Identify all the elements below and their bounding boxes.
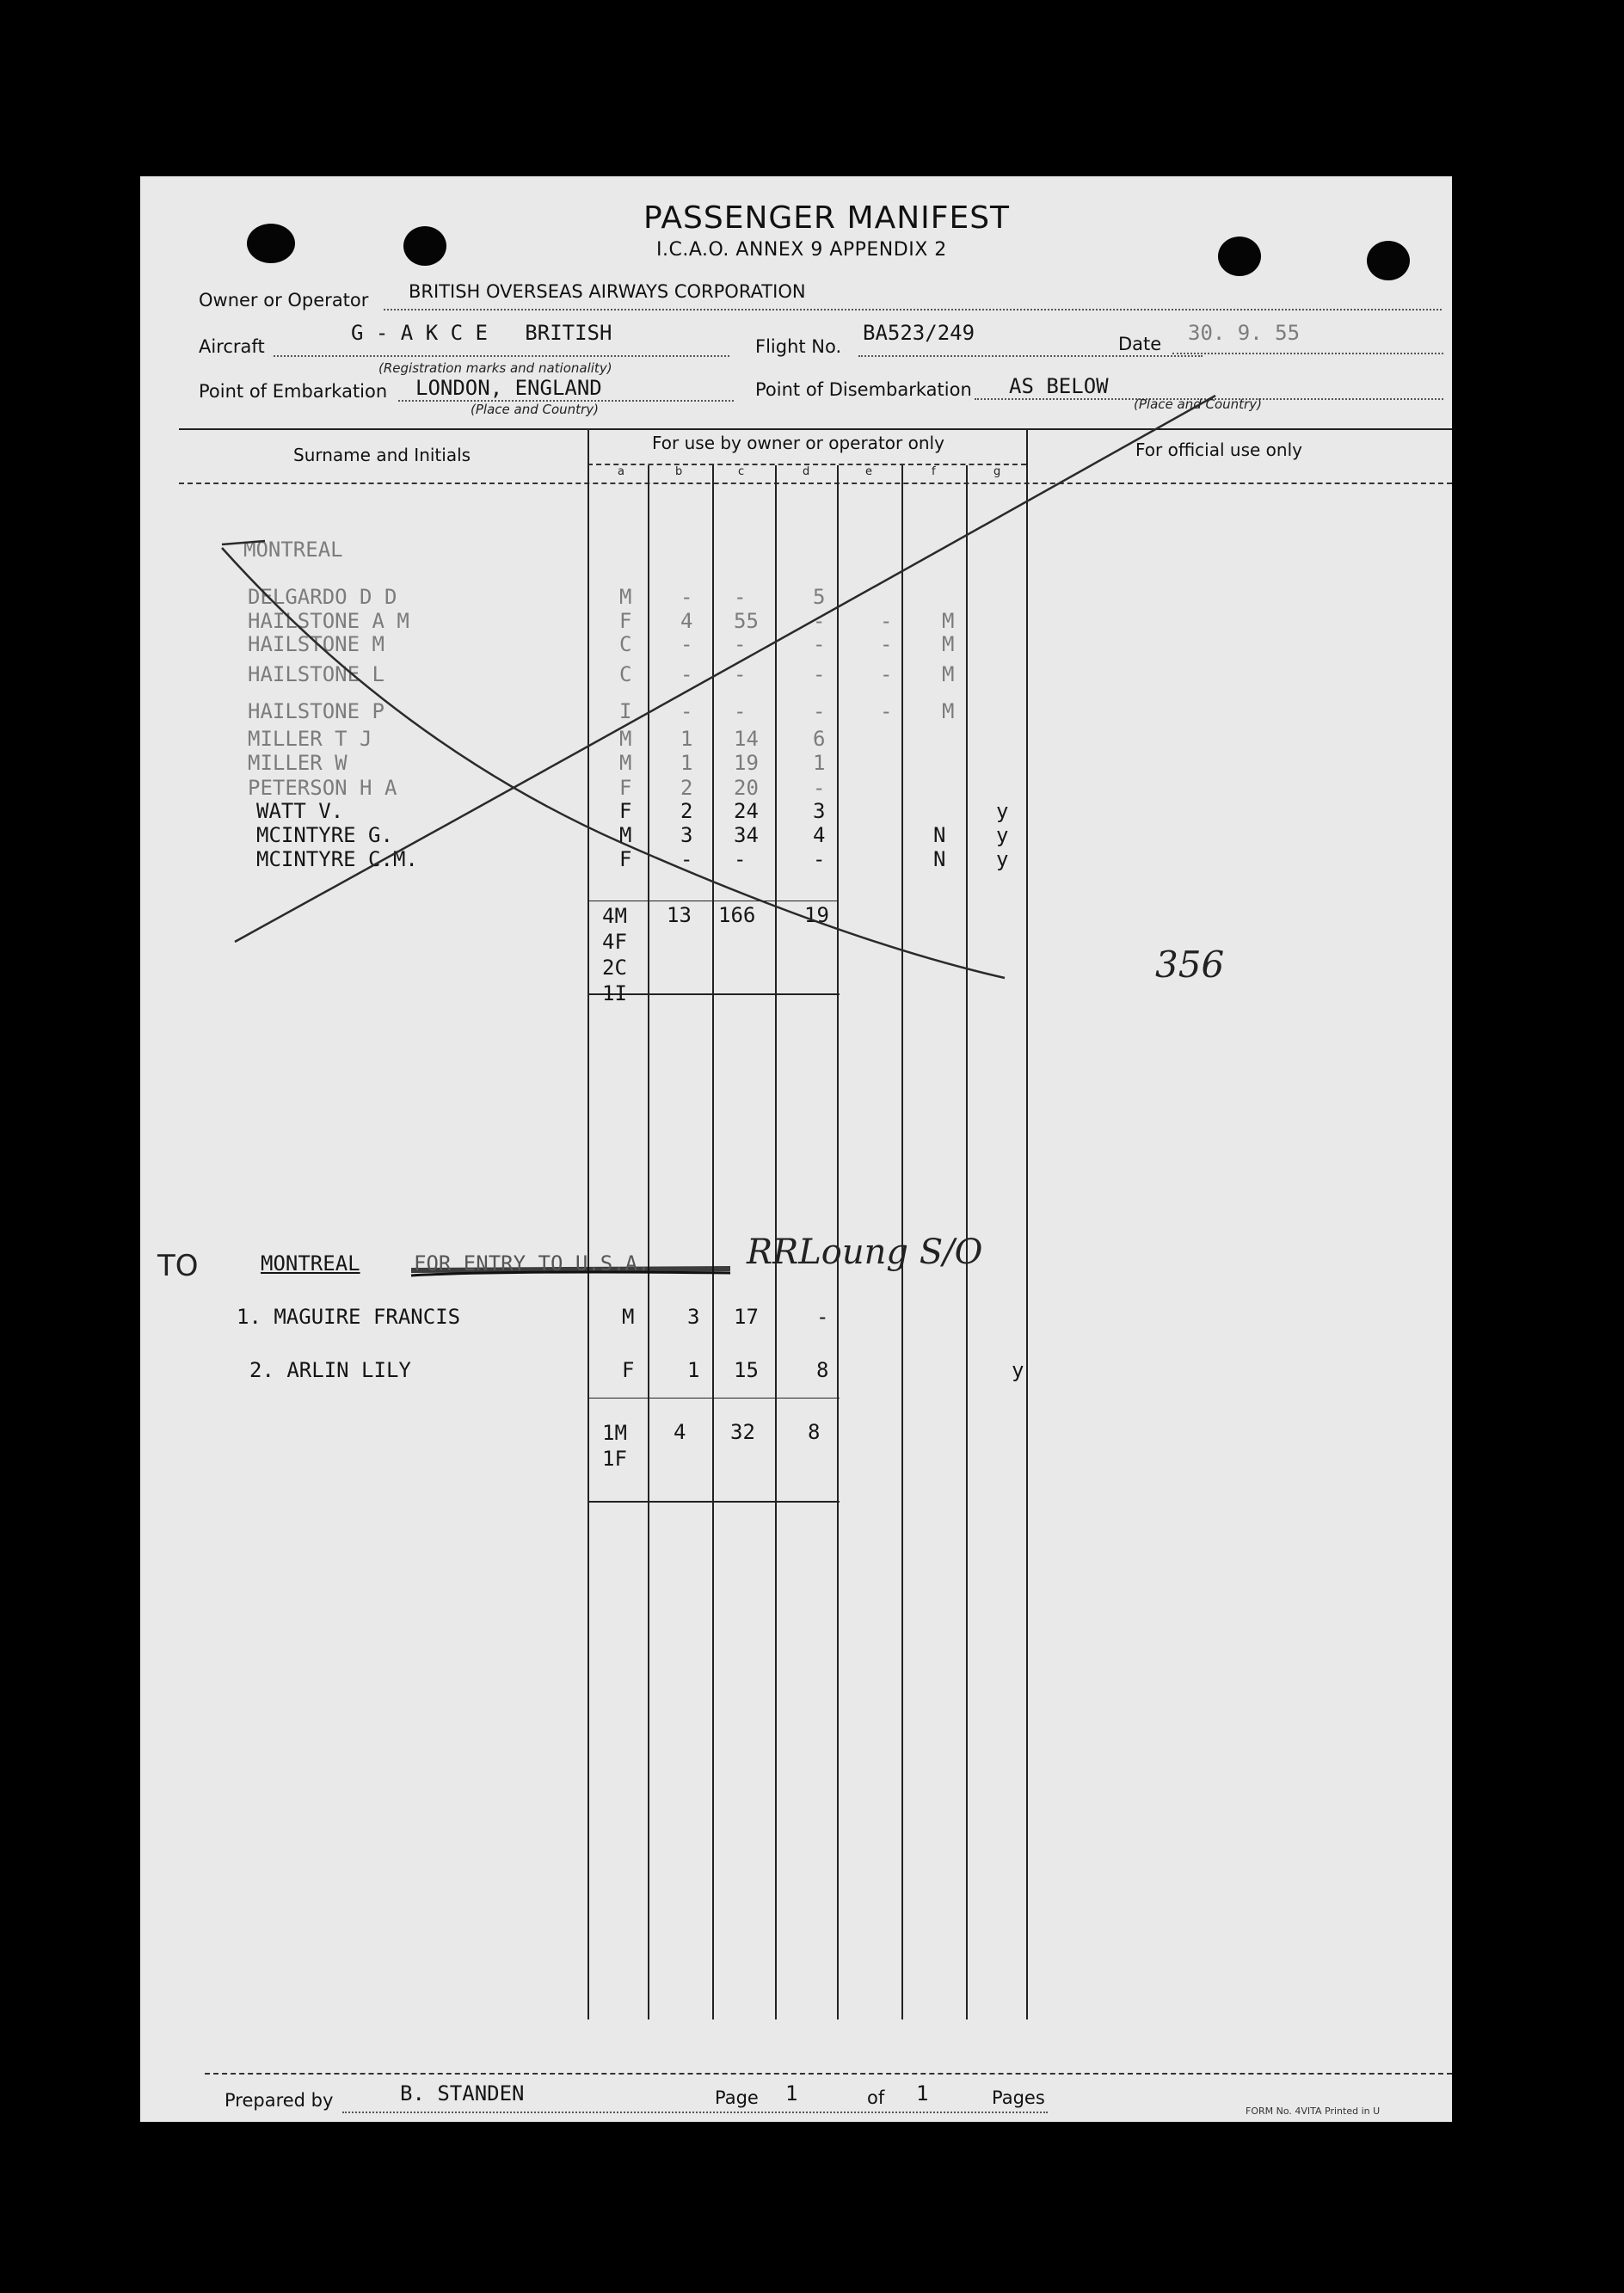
passenger-col-g: y bbox=[1012, 1358, 1024, 1382]
col-letter-a: a bbox=[618, 465, 624, 478]
passenger-col-e: - bbox=[880, 699, 893, 723]
flight-value: BA523/249 bbox=[863, 321, 975, 345]
section2-total-a: 1M 1F bbox=[602, 1421, 627, 1471]
passenger-col-b: 2 bbox=[680, 776, 693, 800]
passenger-col-g: y bbox=[996, 847, 1009, 871]
passenger-col-a: M bbox=[619, 751, 632, 775]
form-title: PASSENGER MANIFEST bbox=[643, 200, 1011, 236]
passenger-col-d: - bbox=[813, 776, 826, 800]
passenger-name: MILLER T J bbox=[248, 727, 372, 751]
owner-value: BRITISH OVERSEAS AIRWAYS CORPORATION bbox=[409, 281, 806, 302]
section1-total-b: 13 bbox=[667, 903, 692, 927]
passenger-name: MCINTYRE G. bbox=[256, 823, 393, 847]
passenger-col-a: F bbox=[619, 776, 632, 800]
passenger-col-f: M bbox=[942, 662, 955, 686]
passenger-col-c: 55 bbox=[734, 609, 759, 633]
passenger-col-d: 4 bbox=[813, 823, 826, 847]
section2-struck-text: FOR ENTRY TO U.S.A. bbox=[414, 1251, 650, 1276]
passenger-col-c: - bbox=[734, 585, 747, 609]
passenger-col-c: 15 bbox=[734, 1358, 759, 1382]
passenger-col-f: N bbox=[933, 823, 946, 847]
date-label: Date bbox=[1118, 334, 1162, 354]
passenger-col-b: - bbox=[680, 662, 693, 686]
passenger-col-d: - bbox=[813, 847, 826, 871]
passenger-col-d: - bbox=[813, 662, 826, 686]
section2-destination: MONTREAL bbox=[261, 1251, 360, 1276]
aircraft-note: (Registration marks and nationality) bbox=[378, 360, 612, 376]
passenger-name: 2. ARLIN LILY bbox=[249, 1358, 411, 1382]
passenger-col-b: - bbox=[680, 585, 693, 609]
passenger-col-e: - bbox=[880, 609, 893, 633]
passenger-col-b: 3 bbox=[687, 1305, 700, 1329]
passenger-col-d: - bbox=[813, 609, 826, 633]
handwritten-annotation: RRLoung S/O bbox=[747, 1233, 983, 1272]
passenger-col-c: - bbox=[734, 662, 747, 686]
passenger-name: MILLER W bbox=[248, 751, 348, 775]
passenger-col-a: C bbox=[619, 662, 632, 686]
passenger-col-a: M bbox=[619, 585, 632, 609]
passenger-col-d: - bbox=[816, 1305, 829, 1329]
passenger-name: HAILSTONE P bbox=[248, 699, 384, 723]
of-value: 1 bbox=[916, 2081, 929, 2106]
form-number-note: FORM No. 4VITA Printed in U bbox=[1246, 2106, 1381, 2117]
passenger-col-c: - bbox=[734, 699, 747, 723]
col-owner-header: For use by owner or operator only bbox=[652, 433, 944, 453]
passenger-col-a: M bbox=[619, 823, 632, 847]
passenger-col-c: - bbox=[734, 847, 747, 871]
passenger-col-f: N bbox=[933, 847, 946, 871]
passenger-col-c: 20 bbox=[734, 776, 759, 800]
passenger-col-b: - bbox=[680, 632, 693, 656]
owner-label: Owner or Operator bbox=[199, 290, 369, 310]
date-value: 30. 9. 55 bbox=[1188, 321, 1301, 345]
disembark-label: Point of Disembarkation bbox=[755, 379, 972, 400]
passenger-col-d: 8 bbox=[816, 1358, 829, 1382]
flight-label: Flight No. bbox=[755, 336, 842, 357]
passenger-col-d: 1 bbox=[813, 751, 826, 775]
passenger-col-c: 24 bbox=[734, 799, 759, 823]
passenger-col-b: - bbox=[680, 699, 693, 723]
passenger-col-c: - bbox=[734, 632, 747, 656]
of-label: of bbox=[867, 2087, 885, 2108]
passenger-name: 1. MAGUIRE FRANCIS bbox=[237, 1305, 461, 1329]
passenger-col-a: I bbox=[619, 699, 632, 723]
passenger-col-d: - bbox=[813, 699, 826, 723]
passenger-name: PETERSON H A bbox=[248, 776, 397, 800]
strike-cross bbox=[140, 176, 1452, 2122]
passenger-col-b: 1 bbox=[680, 727, 693, 751]
passenger-col-f: M bbox=[942, 632, 955, 656]
col-surname-header: Surname and Initials bbox=[293, 445, 471, 465]
disembark-value: AS BELOW bbox=[1009, 374, 1109, 398]
passenger-name: HAILSTONE M bbox=[248, 632, 384, 656]
section2-total-d: 8 bbox=[808, 1420, 821, 1444]
passenger-col-a: F bbox=[619, 799, 632, 823]
col-letter-g: g bbox=[993, 465, 1001, 478]
passenger-col-e: - bbox=[880, 632, 893, 656]
embark-value: LONDON, ENGLAND bbox=[415, 376, 602, 400]
manifest-sheet bbox=[140, 176, 1452, 2122]
passenger-col-c: 34 bbox=[734, 823, 759, 847]
form-subtitle: I.C.A.O. ANNEX 9 APPENDIX 2 bbox=[656, 239, 947, 261]
section2-total-c: 32 bbox=[730, 1420, 755, 1444]
passenger-name: DELGARDO D D bbox=[248, 585, 397, 609]
prepared-label: Prepared by bbox=[225, 2090, 334, 2111]
passenger-col-g: y bbox=[996, 799, 1009, 823]
passenger-col-a: M bbox=[619, 727, 632, 751]
passenger-col-d: 5 bbox=[813, 585, 826, 609]
passenger-col-d: - bbox=[813, 632, 826, 656]
col-official-header: For official use only bbox=[1135, 440, 1302, 460]
passenger-col-b: - bbox=[680, 847, 693, 871]
section2-total-b: 4 bbox=[674, 1420, 686, 1444]
passenger-col-e: - bbox=[880, 662, 893, 686]
disembark-note: (Place and Country) bbox=[1134, 397, 1262, 412]
col-letter-f: f bbox=[932, 465, 936, 478]
passenger-col-f: M bbox=[942, 699, 955, 723]
to-label: TO bbox=[157, 1249, 199, 1283]
passenger-col-d: 6 bbox=[813, 727, 826, 751]
section1-total-c: 166 bbox=[718, 903, 756, 927]
passenger-col-a: F bbox=[622, 1358, 635, 1382]
page-label: Page bbox=[715, 2087, 759, 2108]
passenger-name: HAILSTONE A M bbox=[248, 609, 409, 633]
passenger-col-f: M bbox=[942, 609, 955, 633]
aircraft-value: G - A K C E BRITISH bbox=[351, 321, 612, 345]
passenger-col-a: F bbox=[619, 847, 632, 871]
col-letter-d: d bbox=[803, 465, 810, 478]
col-letter-b: b bbox=[675, 465, 683, 478]
passenger-col-b: 1 bbox=[680, 751, 693, 775]
aircraft-label: Aircraft bbox=[199, 336, 265, 357]
passenger-col-c: 14 bbox=[734, 727, 759, 751]
passenger-col-b: 4 bbox=[680, 609, 693, 633]
passenger-col-d: 3 bbox=[813, 799, 826, 823]
prepared-value: B. STANDEN bbox=[400, 2081, 525, 2106]
col-letter-c: c bbox=[738, 465, 745, 478]
section1-total-d: 19 bbox=[804, 903, 829, 927]
passenger-col-c: 19 bbox=[734, 751, 759, 775]
section1-heading: MONTREAL bbox=[243, 538, 343, 562]
passenger-col-g: y bbox=[996, 823, 1009, 847]
page-value: 1 bbox=[785, 2081, 798, 2106]
passenger-col-a: M bbox=[622, 1305, 635, 1329]
col-letter-e: e bbox=[865, 465, 872, 478]
passenger-col-a: F bbox=[619, 609, 632, 633]
section1-total-a: 4M 4F 2C 1I bbox=[602, 904, 627, 1005]
passenger-col-a: C bbox=[619, 632, 632, 656]
passenger-name: WATT V. bbox=[256, 799, 344, 823]
embark-label: Point of Embarkation bbox=[199, 381, 388, 402]
passenger-name: HAILSTONE L bbox=[248, 662, 384, 686]
passenger-col-b: 3 bbox=[680, 823, 693, 847]
passenger-col-b: 2 bbox=[680, 799, 693, 823]
passenger-col-c: 17 bbox=[734, 1305, 759, 1329]
embark-note: (Place and Country) bbox=[471, 402, 599, 417]
handwritten-number: 356 bbox=[1155, 944, 1225, 986]
pages-label: Pages bbox=[992, 2087, 1045, 2108]
passenger-name: MCINTYRE C.M. bbox=[256, 847, 418, 871]
passenger-col-b: 1 bbox=[687, 1358, 700, 1382]
